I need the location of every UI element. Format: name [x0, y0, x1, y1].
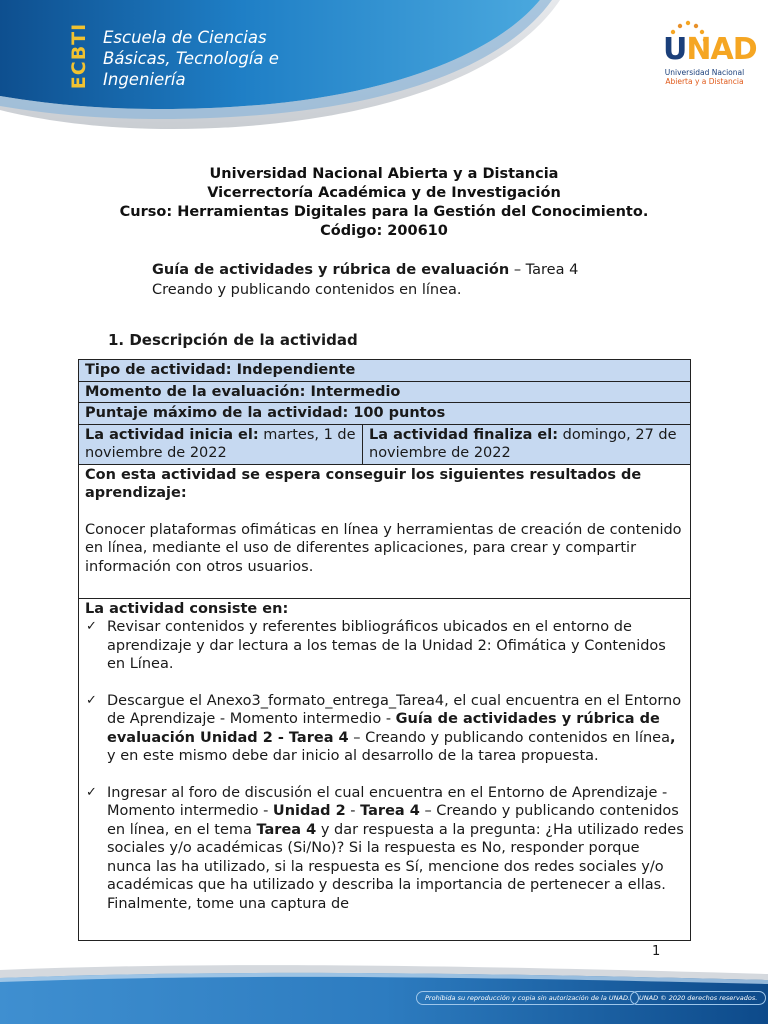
- list-item: [85, 784, 684, 914]
- task-text: – Creando y publicando contenidos en línea, en el tema: [107, 803, 679, 838]
- evaluation-moment: Momento de la evaluación: Intermedio: [85, 383, 401, 400]
- ecbti-tag: [60, 16, 98, 96]
- guide-title: Guía de actividades y rúbrica de evaluación: [152, 262, 510, 278]
- course-code: Código: 200610: [320, 223, 448, 239]
- list-item: [85, 692, 684, 766]
- task-text: – Creando y publicando contenidos en línea: [348, 729, 670, 746]
- table-row: [79, 598, 691, 940]
- task-text: y en este mismo debe dar inicio al desarrollo de la tarea propuesta.: [107, 748, 599, 764]
- activity-table: [78, 359, 691, 941]
- school-name-line: Escuela de Ciencias: [103, 28, 267, 47]
- end-date-cell: [363, 424, 691, 464]
- vice-rectory: Vicerrectoría Académica y de Investigación: [207, 185, 561, 201]
- university-name: Universidad Nacional Abierta y a Distancia: [209, 166, 559, 182]
- unad-logo: [655, 18, 757, 88]
- start-date-value: martes, 1 de noviembre de 2022: [85, 426, 356, 461]
- task-text: -: [345, 803, 361, 819]
- task-text-bold: Tarea 4: [256, 821, 317, 838]
- table-row: [79, 424, 691, 464]
- list-item: [85, 618, 684, 674]
- logo-wordmark: UNAD: [663, 32, 757, 67]
- task-text: Ingresar al foro de discusión el cual encuentra en el Entorno de Aprendizaje - Momento intermedio -: [107, 784, 668, 819]
- document-title-block: [0, 165, 768, 241]
- learning-outcomes-heading: Con esta actividad se espera conseguir los siguientes resultados de aprendizaje:: [85, 466, 642, 501]
- page-number: 1: [652, 944, 661, 959]
- course-name: Curso: Herramientas Digitales para la Gestión del Conocimiento.: [119, 204, 649, 220]
- end-date-label: La actividad finaliza el:: [369, 426, 559, 443]
- end-date-value: domingo, 27 de noviembre de 2022: [369, 426, 677, 461]
- logo-subtitle-line: Universidad Nacional: [664, 68, 745, 77]
- task-text-bold: Tarea 4: [360, 803, 420, 819]
- activity-type: Tipo de actividad: Independiente: [85, 362, 356, 378]
- rights-notice: UNAD © 2020 derechos reservados.: [630, 991, 766, 1005]
- start-date-label: La actividad inicia el:: [85, 426, 259, 443]
- page-header: [0, 0, 768, 150]
- checkmark-icon: ✓: [86, 692, 97, 708]
- task-text: y dar respuesta a la pregunta: ¿Ha utilizado redes sociales y/o académicas (Si/No)? Si la respuesta es No, responder porque nunca las ha utilizado, si la respuesta es Sí, mencione dos redes sociales y/o académicas que ha utilizado y describa la importancia de pertenecer a ellas. Finalmente, tome una captura de: [107, 821, 684, 912]
- logo-subtitle-line: Abierta y a Distancia: [665, 77, 744, 86]
- guide-task: – Tarea 4: [509, 262, 579, 278]
- activity-consists-heading: La actividad consiste en:: [85, 600, 289, 617]
- learning-outcomes-text: Conocer plataformas ofimáticas en línea y herramientas de creación de contenido en línea, mediante el uso de diferentes aplicaciones, para crear y compartir información con otros usuarios.: [85, 521, 682, 575]
- checkmark-icon: ✓: [86, 784, 97, 800]
- guide-subtitle: Creando y publicando contenidos en línea.: [152, 282, 462, 298]
- activity-type-cell: [79, 360, 691, 382]
- max-score: Puntaje máximo de la actividad: 100 puntos: [85, 405, 446, 421]
- logo-subtitle: [657, 68, 752, 86]
- task-text: Revisar contenidos y referentes bibliográficos ubicados en el entorno de aprendizaje y dar lectura a los temas de la Unidad 2: Ofimática y Contenidos en Línea.: [107, 619, 666, 672]
- task-list: [85, 618, 684, 913]
- ecbti-text: ECBTI: [68, 22, 90, 90]
- task-text-bold: Unidad 2: [272, 803, 346, 819]
- section-title: 1. Descripción de la actividad: [108, 331, 358, 349]
- table-row: [79, 360, 691, 382]
- school-name-line: Básicas, Tecnología e: [103, 49, 279, 68]
- table-row: [79, 464, 691, 598]
- school-name-line: Ingeniería: [103, 70, 186, 89]
- activity-consists-cell: [79, 598, 691, 940]
- evaluation-moment-cell: [79, 381, 691, 403]
- task-text-bold: ,: [670, 729, 676, 746]
- page-footer: [0, 960, 768, 1024]
- task-text: Descargue el Anexo3_formato_entrega_Tarea4, el cual encuentra en el Entorno de Aprendizaje - Momento intermedio -: [107, 692, 682, 727]
- table-row: [79, 381, 691, 403]
- start-date-cell: [79, 424, 363, 464]
- learning-outcomes-cell: [79, 464, 691, 598]
- table-row: [79, 403, 691, 425]
- school-name: [103, 27, 323, 90]
- copyright-notice: Prohibida su reproducción y copia sin autorización de la UNAD.: [416, 991, 639, 1005]
- max-score-cell: [79, 403, 691, 425]
- checkmark-icon: ✓: [86, 619, 97, 634]
- task-text-bold: Guía de actividades y rúbrica de evaluación Unidad 2 - Tarea 4: [107, 711, 660, 746]
- guide-heading: [152, 260, 578, 300]
